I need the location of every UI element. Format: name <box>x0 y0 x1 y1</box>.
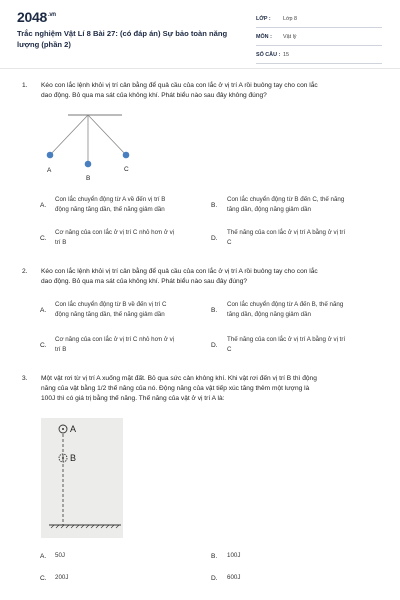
logo-text: 2048 <box>17 9 47 25</box>
option-letter: C. <box>40 575 47 582</box>
question-text <box>41 374 386 404</box>
label-c: C <box>124 166 129 173</box>
option-letter: A. <box>40 307 47 314</box>
question-text <box>41 267 386 287</box>
option-line: Thế năng của con lắc ở vị trí A bằng ở vị trí <box>227 229 346 236</box>
question-line: dao động. Bỏ qua ma sát của không khí. Phát biểu nào sau đây không đúng? <box>41 92 267 99</box>
option-letter: B. <box>211 553 218 560</box>
option-line: tăng dần, động năng giảm dần <box>227 206 311 213</box>
option-line: C <box>227 346 232 353</box>
option-a[interactable] <box>55 195 205 215</box>
question-number: 1. <box>22 82 28 89</box>
option-line: Cơ năng của con lắc ở vị trí C nhỏ hơn ở vị <box>55 336 175 343</box>
question-line: Kéo con lắc lệnh khỏi vị trí cân bằng để quả cầu của con lắc ở vị trí A rồi buông tay cho con lắc <box>41 268 318 275</box>
option-d[interactable] <box>227 335 387 355</box>
pendulum-ball-a <box>47 152 54 159</box>
option-b[interactable] <box>227 551 327 561</box>
question-text <box>41 81 386 101</box>
option-c[interactable] <box>55 335 205 355</box>
option-c[interactable] <box>55 573 155 583</box>
option-line: Thế năng của con lắc ở vị trí A bằng ở vị trí <box>227 336 346 343</box>
option-d[interactable] <box>227 228 387 248</box>
meta-info <box>256 14 382 68</box>
option-line: động năng tăng dần, thế năng giảm dần <box>55 311 165 318</box>
meta-row-class <box>256 14 382 28</box>
object-center-b <box>62 457 64 459</box>
meta-row-subject <box>256 32 382 46</box>
label-b: B <box>70 453 77 463</box>
option-line: C <box>227 239 232 246</box>
option-line: Cơ năng của con lắc ở vị trí C nhỏ hơn ở vị <box>55 229 175 236</box>
falling-object-figure <box>41 418 123 538</box>
option-letter: B. <box>211 307 218 314</box>
question-line: Một vật rơi từ vị trí A xuống mặt đất. Bỏ qua sức cản không khí. Khi vật rơi đến vị trí B thì động <box>41 375 317 382</box>
option-b[interactable] <box>227 300 387 320</box>
option-letter: C. <box>40 342 47 349</box>
question-line: Kéo con lắc lệnh khỏi vị trí cân bằng để quả cầu của con lắc ở vị trí A rồi buông tay cho con lắc <box>41 82 318 89</box>
header-divider <box>0 68 400 69</box>
meta-key: LỚP : <box>256 16 271 22</box>
meta-key: MÔN : <box>256 34 272 40</box>
meta-value: Vật lý <box>283 34 297 40</box>
option-line: 50J <box>55 552 65 559</box>
pendulum-string-c <box>88 115 126 155</box>
question-number: 3. <box>22 375 28 382</box>
meta-key: SỐ CÂU : <box>256 52 281 58</box>
meta-row-count <box>256 50 382 64</box>
option-line: động năng tăng dần, thế năng giảm dần <box>55 206 165 213</box>
option-line: 100J <box>227 552 241 559</box>
option-c[interactable] <box>55 228 205 248</box>
label-a: A <box>47 167 52 174</box>
option-a[interactable] <box>55 300 205 320</box>
label-b: B <box>86 175 91 182</box>
pendulum-ball-b <box>85 161 92 168</box>
question-line: 100J thì có giá trị bằng thế năng. Thế năng của vật ở vị trí A là: <box>41 395 225 402</box>
option-letter: A. <box>40 553 47 560</box>
question-line: dao động. Bỏ qua ma sát của không khí. Phát biểu nào sau đây đúng? <box>41 278 248 285</box>
option-letter: D. <box>211 342 218 349</box>
question-number: 2. <box>22 268 28 275</box>
object-center-a <box>62 428 64 430</box>
label-a: A <box>70 424 77 434</box>
option-d[interactable] <box>227 573 327 583</box>
option-line: tăng dần, động năng giảm dần <box>227 311 311 318</box>
option-letter: D. <box>211 575 218 582</box>
option-line: trí B <box>55 346 67 353</box>
option-line: Con lắc chuyển động từ B đến C, thế năng <box>227 196 345 203</box>
option-letter: D. <box>211 235 218 242</box>
option-letter: A. <box>40 202 47 209</box>
option-a[interactable] <box>55 551 155 561</box>
site-logo[interactable] <box>17 9 56 25</box>
option-line: Con lắc chuyển động từ B về đến vị trí C <box>55 301 167 308</box>
option-line: trí B <box>55 239 67 246</box>
option-b[interactable] <box>227 195 387 215</box>
question-line: năng của vật bằng 1/2 thế năng của nó. Động năng của vật tiếp xúc tăng thêm một lượng là <box>41 385 310 392</box>
option-line: Con lắc chuyển động từ A đến B, thế năng <box>227 301 344 308</box>
option-letter: B. <box>211 202 218 209</box>
option-line: 200J <box>55 574 69 581</box>
pendulum-string-a <box>50 115 88 155</box>
document-title: Trắc nghiệm Vật Lí 8 Bài 27: (có đáp án) Sự bảo toàn năng lượng (phần 2) <box>17 29 228 49</box>
falling-object-drawing <box>41 418 123 538</box>
option-line: Con lắc chuyển động từ A về đến vị trí B <box>55 196 166 203</box>
meta-value: 15 <box>283 52 289 58</box>
option-line: 600J <box>227 574 241 581</box>
pendulum-ball-c <box>123 152 130 159</box>
option-letter: C. <box>40 235 47 242</box>
logo-suffix: .vn <box>47 12 56 19</box>
pendulum-figure <box>36 108 146 188</box>
meta-value: Lớp 8 <box>283 16 298 22</box>
